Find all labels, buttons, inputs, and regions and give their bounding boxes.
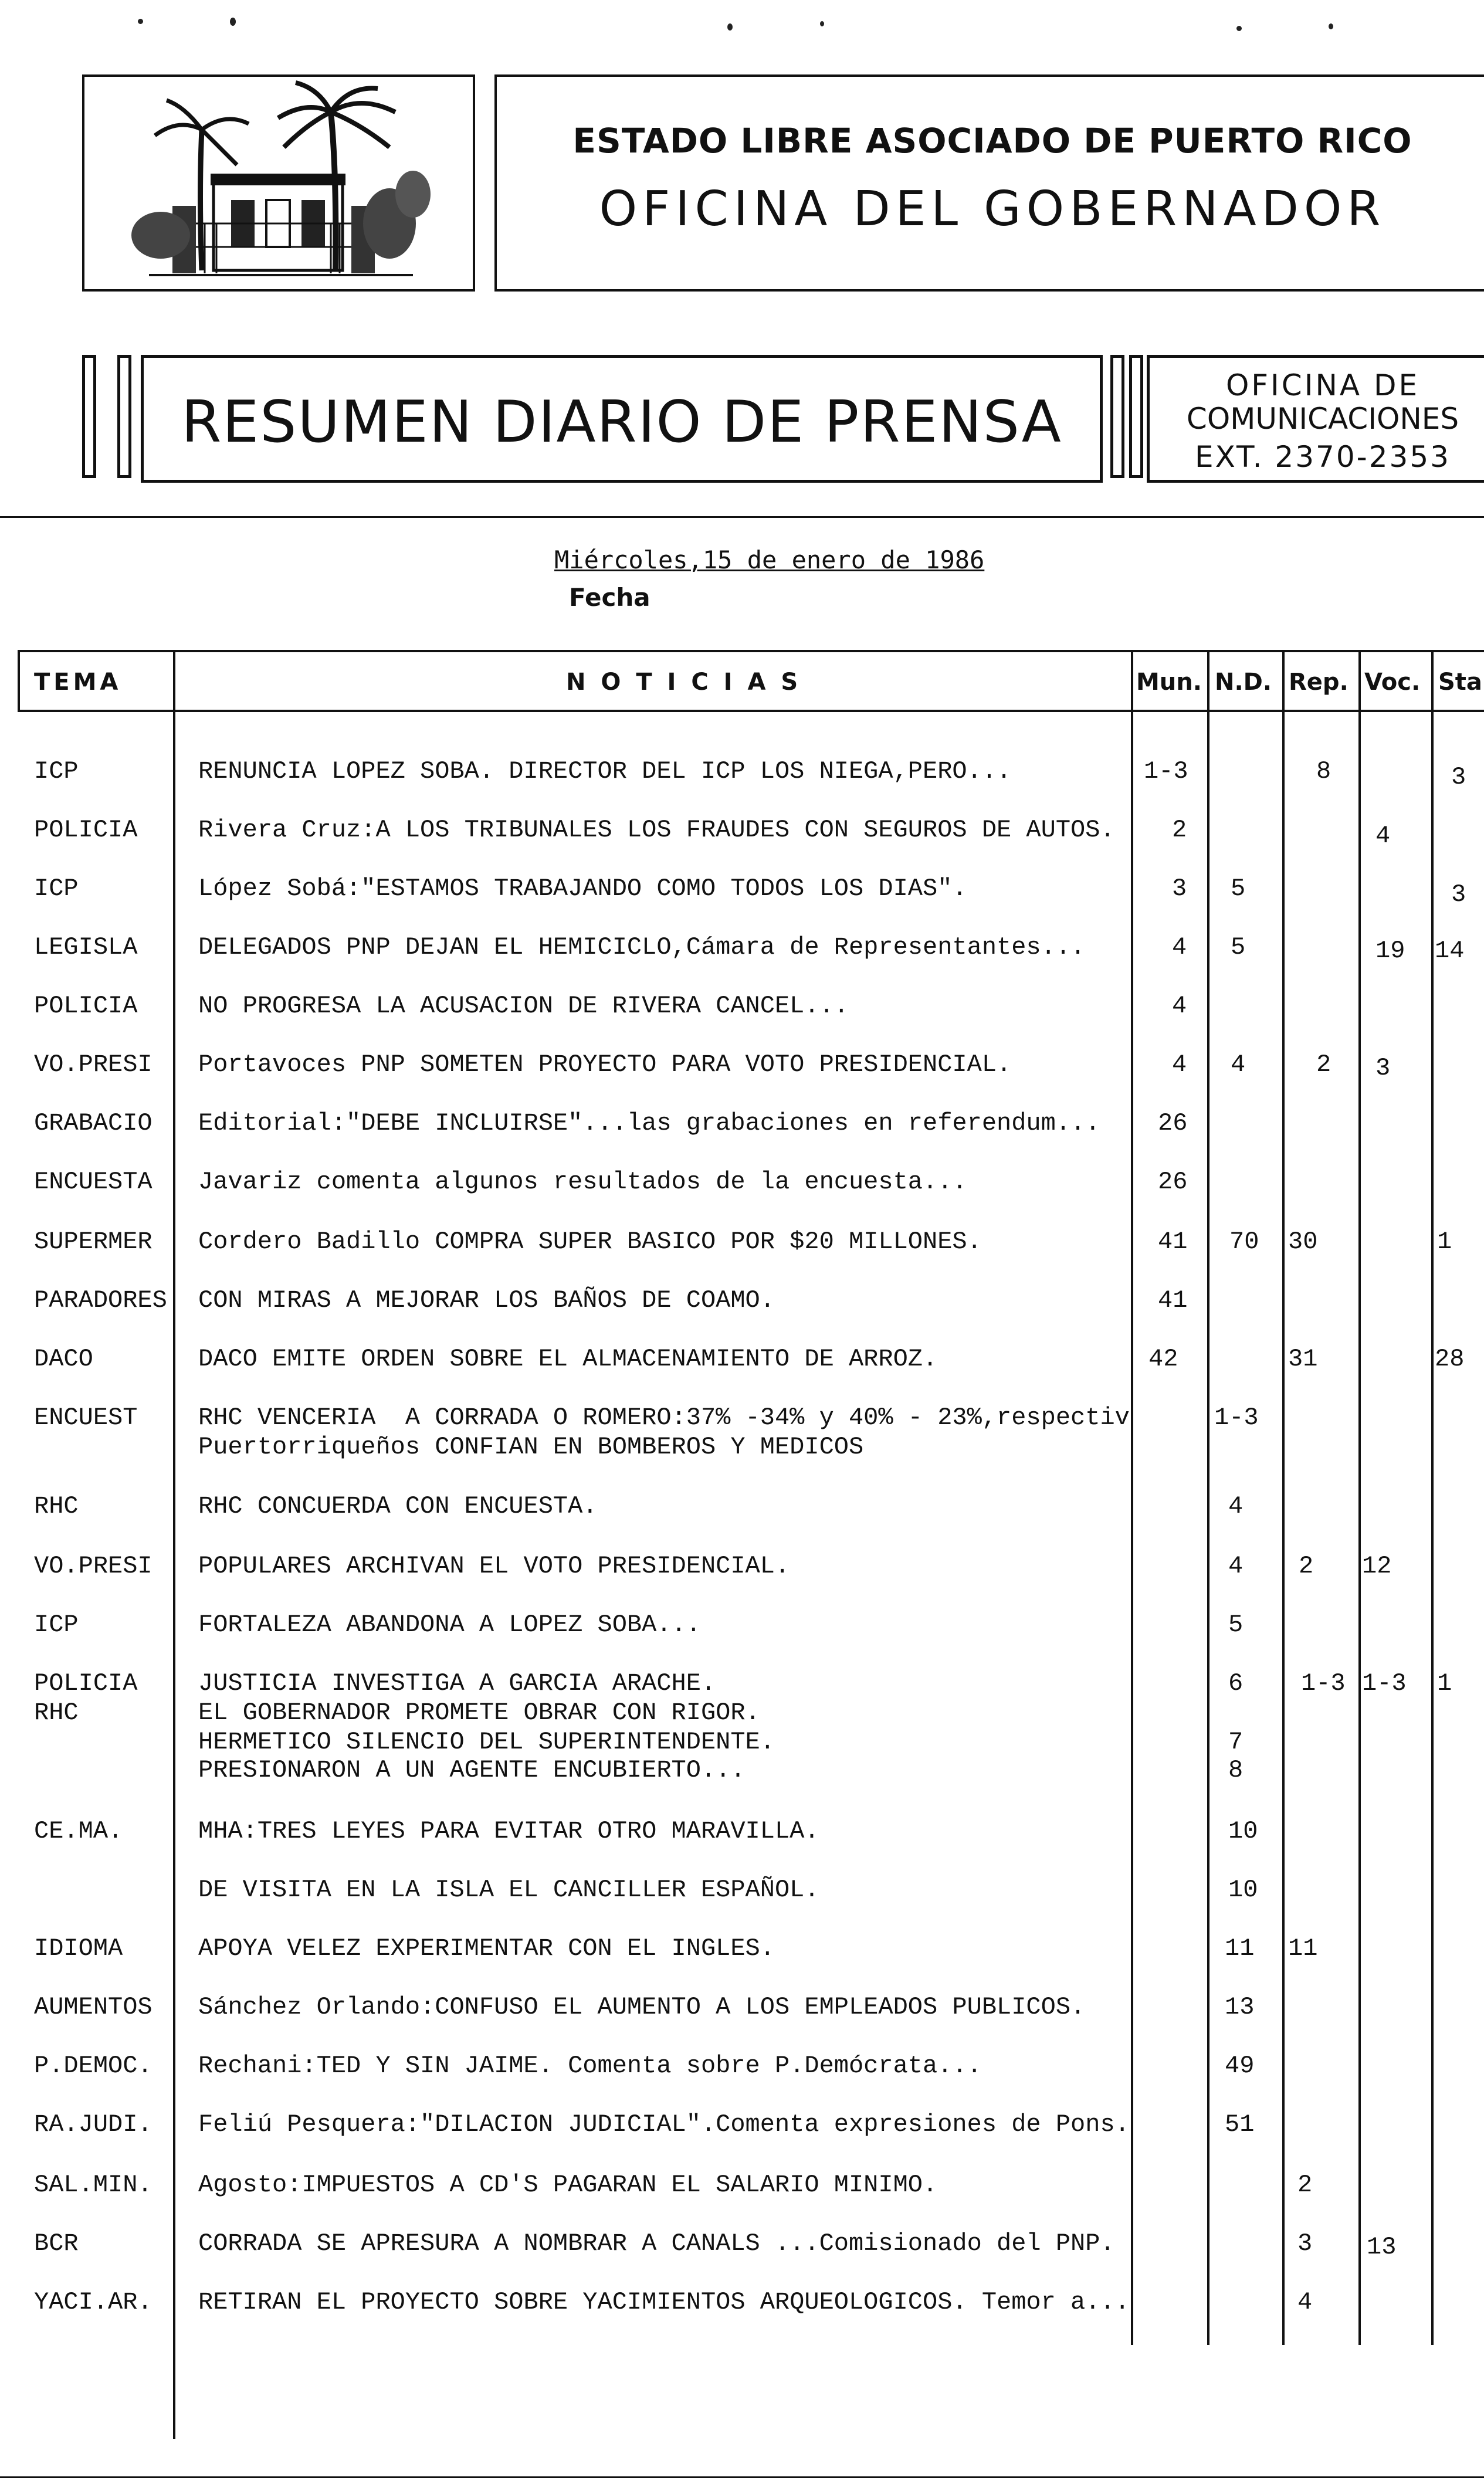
row-nd: 10 (1228, 1817, 1258, 1845)
row-tema: ICP (34, 1611, 79, 1639)
row-nd: 4 (1231, 1050, 1246, 1079)
row-sta: 1 (1437, 1228, 1452, 1256)
row-noticia: APOYA VELEZ EXPERIMENTAR CON EL INGLES. (198, 1934, 775, 1963)
row-rep: 8 (1316, 757, 1331, 785)
row-noticia: DACO EMITE ORDEN SOBRE EL ALMACENAMIENTO DE ARROZ. (198, 1345, 938, 1373)
row-tema: ICP (34, 875, 79, 903)
column-divider (173, 650, 175, 2439)
row-voc: 4 (1375, 822, 1391, 850)
date-label: Fecha (569, 583, 650, 612)
bar-divider (117, 355, 131, 478)
row-noticia: HERMETICO SILENCIO DEL SUPERINTENDENTE. (198, 1728, 775, 1756)
row-nd: 5 (1231, 933, 1246, 961)
row-sta: 28 (1435, 1345, 1465, 1373)
row-nd: 13 (1225, 1993, 1255, 2021)
letterhead-box (494, 74, 1484, 292)
row-tema: P.DEMOC. (34, 2052, 153, 2080)
decorative-double-bar-mid (1110, 355, 1146, 484)
row-tema: SAL.MIN. (34, 2171, 153, 2199)
comm-department-line: COMUNICACIONES (1186, 402, 1459, 436)
header-nd: N.D. (1215, 669, 1272, 696)
row-nd: 8 (1228, 1756, 1244, 1784)
row-noticia: CORRADA SE APRESURA A NOMBRAR A CANALS ...Comisionado del PNP. (198, 2229, 1115, 2258)
date-value (554, 545, 984, 574)
scan-speck (1329, 23, 1333, 29)
row-nd: 5 (1228, 1611, 1244, 1639)
scan-speck (138, 19, 143, 24)
row-tema: ICP (34, 757, 79, 785)
row-noticia: RHC CONCUERDA CON ENCUESTA. (198, 1492, 598, 1520)
row-voc: 1-3 (1362, 1669, 1407, 1697)
row-rep: 30 (1288, 1228, 1318, 1256)
column-divider (1282, 650, 1285, 2345)
bottom-rule (0, 2476, 1484, 2478)
header-noticias: N O T I C I A S (566, 669, 802, 696)
row-mun: 3 (1172, 875, 1187, 903)
bar-divider (1129, 355, 1143, 478)
row-tema: POLICIA (34, 1669, 138, 1697)
scan-speck (820, 21, 824, 26)
row-mun: 26 (1158, 1109, 1188, 1137)
row-mun: 41 (1158, 1286, 1188, 1314)
row-sta: 3 (1451, 763, 1466, 791)
row-rep: 31 (1288, 1345, 1318, 1373)
row-rep: 3 (1297, 2229, 1313, 2258)
row-rep: 1-3 (1301, 1669, 1346, 1697)
summary-title: RESUMEN DIARIO DE PRENSA (181, 389, 1062, 456)
row-noticia: DELEGADOS PNP DEJAN EL HEMICICLO,Cámara de Representantes... (198, 933, 1086, 961)
row-noticia: López Sobá:"ESTAMOS TRABAJANDO COMO TODOS LOS DIAS". (198, 875, 967, 903)
comm-office-line: OFICINA DE (1225, 368, 1420, 402)
row-nd: 7 (1228, 1728, 1244, 1756)
row-nd: 70 (1229, 1228, 1259, 1256)
row-tema: RHC (34, 1492, 79, 1520)
row-noticia: POPULARES ARCHIVAN EL VOTO PRESIDENCIAL. (198, 1552, 790, 1580)
state-name: ESTADO LIBRE ASOCIADO DE PUERTO RICO (572, 121, 1412, 161)
column-divider (1207, 650, 1209, 2345)
row-nd: 4 (1228, 1492, 1244, 1520)
table-top-border (18, 650, 1484, 652)
row-nd: 10 (1228, 1876, 1258, 1904)
row-noticia: Sánchez Orlando:CONFUSO EL AUMENTO A LOS EMPLEADOS PUBLICOS. (198, 1993, 1086, 2021)
office-name: OFICINA DEL GOBERNADOR (599, 181, 1386, 237)
row-tema: DACO (34, 1345, 93, 1373)
row-tema: RHC (34, 1699, 79, 1727)
row-noticia: RETIRAN EL PROYECTO SOBRE YACIMIENTOS ARQUEOLOGICOS. Temor a... (198, 2288, 1130, 2316)
row-mun: 4 (1172, 992, 1187, 1020)
row-tema: SUPERMER (34, 1228, 153, 1256)
table-header-border (18, 710, 1484, 712)
row-mun: 42 (1148, 1345, 1178, 1373)
row-nd: 4 (1228, 1552, 1244, 1580)
row-tema: AUMENTOS (34, 1993, 153, 2021)
row-noticia: Feliú Pesquera:"DILACION JUDICIAL".Comenta expresiones de Pons. (198, 2110, 1130, 2139)
row-noticia: Javariz comenta algunos resultados de la encuesta... (198, 1168, 967, 1196)
bar-divider (82, 355, 96, 478)
scan-speck (1236, 26, 1242, 31)
row-voc: 3 (1375, 1054, 1391, 1082)
row-sta: 14 (1435, 937, 1465, 965)
row-noticia: FORTALEZA ABANDONA A LOPEZ SOBA... (198, 1611, 701, 1639)
row-mun: 2 (1172, 816, 1187, 844)
row-mun: 41 (1158, 1228, 1188, 1256)
decorative-double-bar-left (76, 355, 135, 484)
row-noticia: MHA:TRES LEYES PARA EVITAR OTRO MARAVILLA. (198, 1817, 819, 1845)
row-nd: 1-3 (1214, 1404, 1259, 1432)
row-tema: VO.PRESI (34, 1050, 153, 1079)
row-noticia: CON MIRAS A MEJORAR LOS BAÑOS DE COAMO. (198, 1286, 775, 1314)
row-nd: 51 (1225, 2110, 1255, 2139)
row-noticia: NO PROGRESA LA ACUSACION DE RIVERA CANCEL... (198, 992, 849, 1020)
column-divider (1358, 650, 1361, 2345)
row-noticia: Portavoces PNP SOMETEN PROYECTO PARA VOTO PRESIDENCIAL. (198, 1050, 1012, 1079)
row-mun: 4 (1172, 1050, 1187, 1079)
row-noticia: PRESIONARON A UN AGENTE ENCUBIERTO... (198, 1756, 746, 1784)
header-sta: Sta (1438, 669, 1482, 696)
column-divider (1131, 650, 1133, 2345)
row-tema: YACI.AR. (34, 2288, 153, 2316)
row-tema: GRABACIO (34, 1109, 153, 1137)
row-mun: 1-3 (1144, 757, 1188, 785)
row-tema: VO.PRESI (34, 1552, 153, 1580)
row-tema: CE.MA. (34, 1817, 123, 1845)
row-tema: ENCUEST (34, 1404, 138, 1432)
row-tema: BCR (34, 2229, 79, 2258)
row-nd: 5 (1231, 875, 1246, 903)
row-noticia: RENUNCIA LOPEZ SOBA. DIRECTOR DEL ICP LOS NIEGA,PERO... (198, 757, 1012, 785)
governor-mansion-illustration (82, 74, 475, 292)
row-voc: 19 (1375, 937, 1405, 965)
row-noticia: DE VISITA EN LA ISLA EL CANCILLER ESPAÑOL. (198, 1876, 819, 1904)
row-nd: 6 (1228, 1669, 1244, 1697)
column-divider (1431, 650, 1434, 2345)
bar-divider (1110, 355, 1124, 478)
row-tema: POLICIA (34, 992, 138, 1020)
row-rep: 2 (1297, 2171, 1313, 2199)
row-rep: 2 (1299, 1552, 1314, 1580)
row-noticia: EL GOBERNADOR PROMETE OBRAR CON RIGOR. (198, 1699, 760, 1727)
date-text: Miércoles,15 de enero de 1986 (554, 545, 985, 574)
row-rep: 4 (1297, 2288, 1313, 2316)
row-tema: LEGISLA (34, 933, 138, 961)
row-noticia: Agosto:IMPUESTOS A CD'S PAGARAN EL SALARIO MINIMO. (198, 2171, 938, 2199)
row-tema: IDIOMA (34, 1934, 123, 1963)
row-tema: RA.JUDI. (34, 2110, 153, 2139)
header-tema: TEMA (34, 669, 122, 696)
mansion-drawing-icon (84, 77, 473, 289)
row-nd: 11 (1225, 1934, 1255, 1963)
row-noticia: Editorial:"DEBE INCLUIRSE"...las grabaciones en referendum... (198, 1109, 1100, 1137)
row-noticia: Cordero Badillo COMPRA SUPER BASICO POR $20 MILLONES. (198, 1228, 982, 1256)
header-mun: Mun. (1136, 669, 1202, 696)
row-voc: 13 (1367, 2233, 1397, 2261)
communications-office-box (1147, 355, 1484, 483)
row-noticia: RHC VENCERIA A CORRADA O ROMERO:37% -34% y 40% - 23%,respectiv (198, 1404, 1130, 1432)
row-rep: 2 (1316, 1050, 1331, 1079)
row-noticia: Puertorriqueños CONFIAN EN BOMBEROS Y MEDICOS (198, 1433, 864, 1461)
summary-title-box (141, 355, 1103, 483)
row-noticia: JUSTICIA INVESTIGA A GARCIA ARACHE. (198, 1669, 716, 1697)
row-tema: PARADORES (34, 1286, 167, 1314)
row-voc: 12 (1362, 1552, 1392, 1580)
row-sta: 3 (1451, 880, 1466, 909)
comm-extension-line: EXT. 2370-2353 (1195, 440, 1451, 474)
row-mun: 26 (1158, 1168, 1188, 1196)
row-noticia: Rivera Cruz:A LOS TRIBUNALES LOS FRAUDES CON SEGUROS DE AUTOS. (198, 816, 1115, 844)
row-sta: 1 (1437, 1669, 1452, 1697)
table-left-border (18, 650, 20, 711)
header-rule (0, 516, 1484, 518)
row-nd: 49 (1225, 2052, 1255, 2080)
header-rep: Rep. (1289, 669, 1349, 696)
header-voc: Voc. (1364, 669, 1421, 696)
row-noticia: Rechani:TED Y SIN JAIME. Comenta sobre P.Demócrata... (198, 2052, 982, 2080)
row-rep: 11 (1288, 1934, 1318, 1963)
row-tema: POLICIA (34, 816, 138, 844)
scan-speck (727, 23, 733, 31)
row-tema: ENCUESTA (34, 1168, 153, 1196)
scan-speck (230, 18, 236, 26)
row-mun: 4 (1172, 933, 1187, 961)
